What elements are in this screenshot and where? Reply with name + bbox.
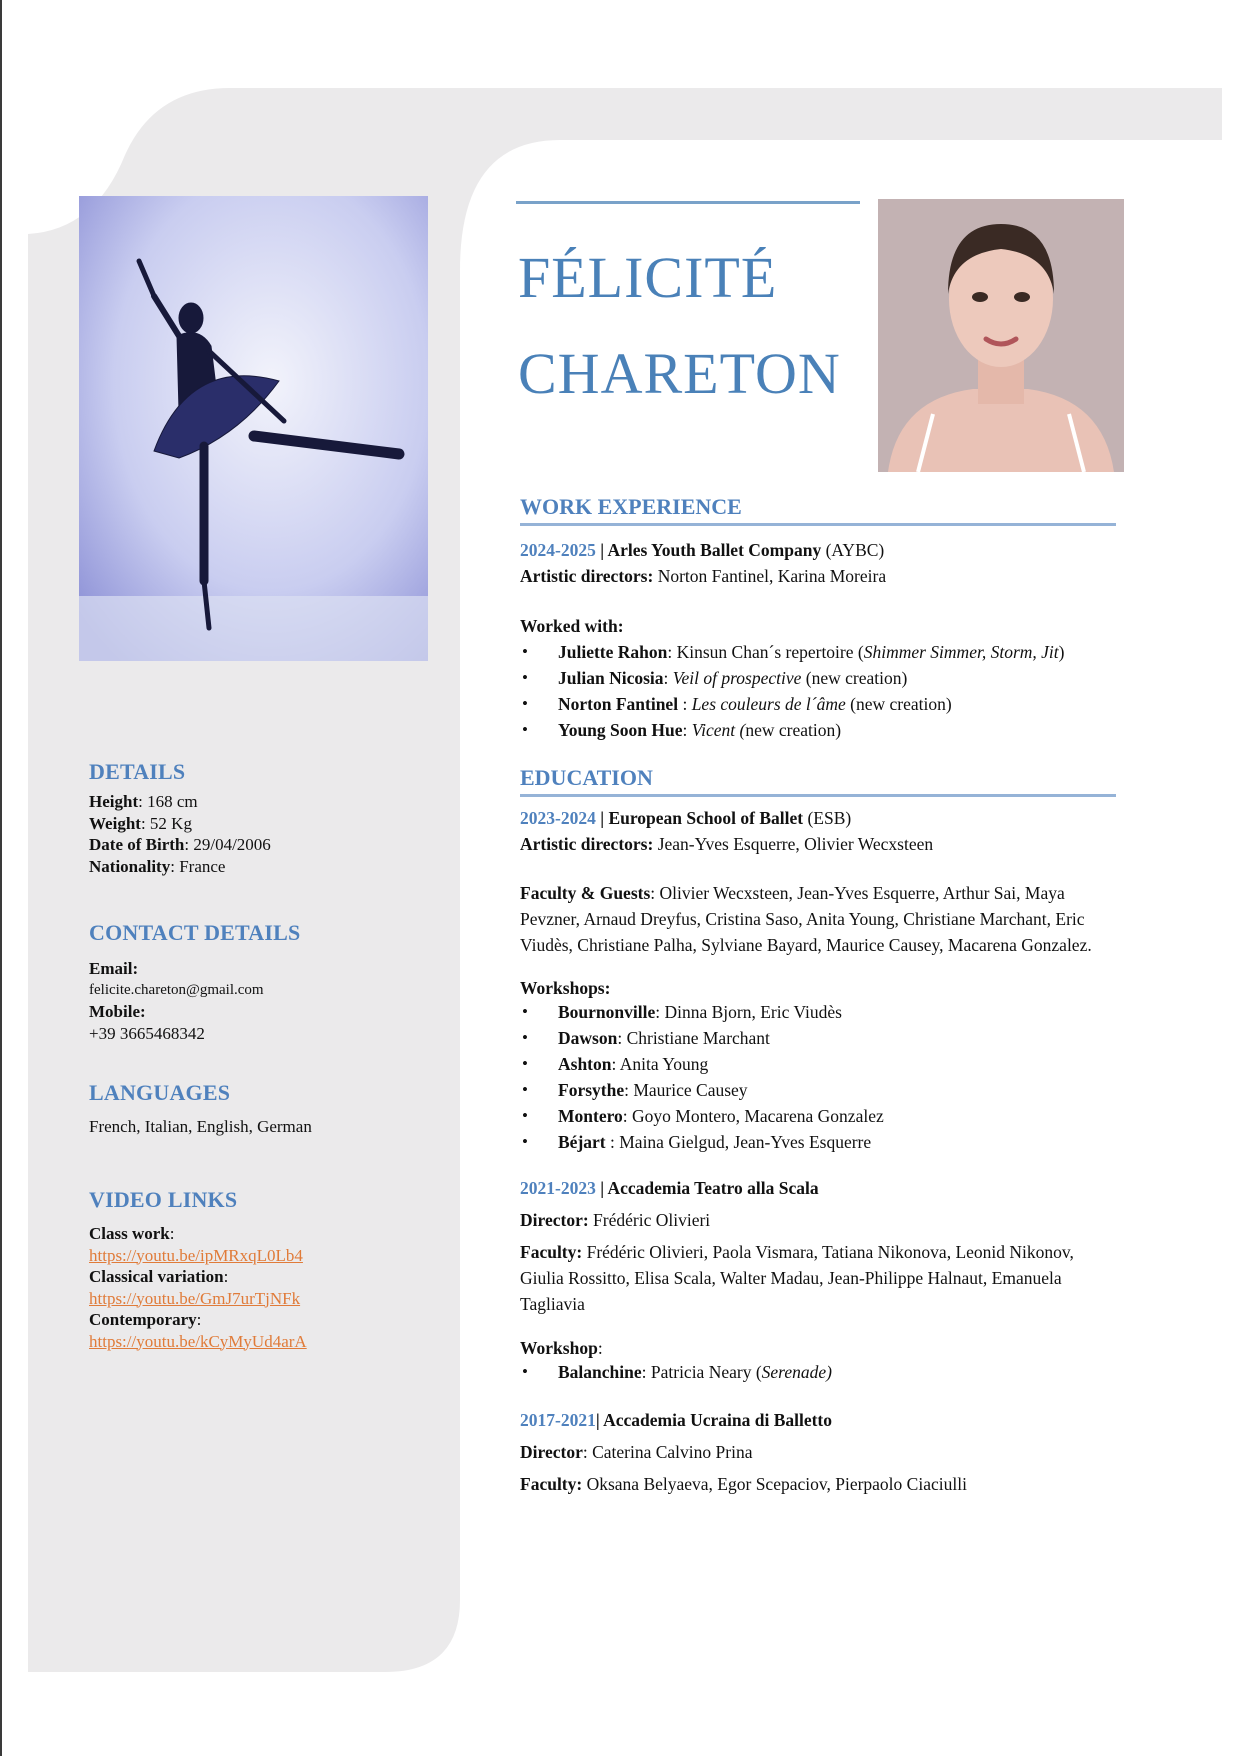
scala-workshop-label: Workshop: bbox=[520, 1338, 603, 1358]
list-item: • Dawson: Christiane Marchant bbox=[520, 1025, 1116, 1051]
education-section bbox=[520, 765, 1116, 1497]
first-name: FÉLICITÉ bbox=[518, 245, 778, 310]
contemporary-link[interactable]: https://youtu.be/kCyMyUd4arA bbox=[89, 1331, 307, 1351]
list-item: • Young Soon Hue: Vicent (new creation) bbox=[520, 717, 1116, 743]
last-name: CHARETON bbox=[518, 341, 841, 406]
work-experience-section bbox=[520, 494, 1116, 743]
worked-with-label: Worked with: bbox=[520, 616, 624, 636]
worked-with-list bbox=[520, 639, 1116, 743]
mobile-value: +39 3665468342 bbox=[89, 1023, 205, 1043]
classical-variation-link[interactable]: https://youtu.be/GmJ7urTjNFk bbox=[89, 1288, 301, 1308]
classical-variation-label: Classical variation bbox=[89, 1267, 224, 1286]
education-rule bbox=[520, 794, 1116, 797]
name-top-rule bbox=[516, 201, 860, 204]
list-item: • Balanchine: Patricia Neary (Serenade) bbox=[520, 1359, 1116, 1385]
esb-faculty: Faculty & Guests: Olivier Wecxsteen, Jean-Yves Esquerre, Arthur Sai, Maya Pevzner, Arnaud Dreyfus, Cristina Saso, Anita Young, Christiane Marchant, Eric Viudès, Christiane Palha, Sylviane Bayard, Maurice Causey, Macarena Gonzalez. bbox=[520, 883, 1092, 955]
dob-line: Date of Birth: 29/04/2006 bbox=[89, 835, 271, 854]
video-links-title: VIDEO LINKS bbox=[89, 1187, 238, 1212]
list-item: • Montero: Goyo Montero, Macarena Gonzalez bbox=[520, 1103, 1116, 1129]
languages-title: LANGUAGES bbox=[89, 1080, 231, 1105]
nationality-line: Nationality: France bbox=[89, 856, 226, 876]
work-experience-title: WORK EXPERIENCE bbox=[520, 494, 742, 519]
dancer-photo bbox=[79, 196, 428, 661]
ucraina-director: Director: Caterina Calvino Prina bbox=[520, 1442, 753, 1462]
details-section bbox=[89, 759, 419, 877]
list-item: • Forsythe: Maurice Causey bbox=[520, 1077, 1116, 1103]
details-title: DETAILS bbox=[89, 759, 186, 784]
scala-heading: 2021-2023 | Accademia Teatro alla Scala bbox=[520, 1178, 819, 1198]
class-work-label: Class work bbox=[89, 1224, 170, 1243]
languages-value: French, Italian, English, German bbox=[89, 1117, 312, 1136]
ucraina-heading: 2017-2021| Accademia Ucraina di Balletto bbox=[520, 1410, 833, 1430]
esb-workshops-label: Workshops: bbox=[520, 978, 611, 998]
work-experience-rule bbox=[520, 523, 1116, 526]
scala-workshop-list bbox=[520, 1359, 1116, 1385]
work-directors: Artistic directors: Norton Fantinel, Karina Moreira bbox=[520, 566, 887, 586]
mobile-label: Mobile: bbox=[89, 1002, 146, 1021]
list-item: • Julian Nicosia: Veil of prospective (new creation) bbox=[520, 665, 1116, 691]
scala-faculty: Faculty: Frédéric Olivieri, Paola Vismara, Tatiana Nikonova, Leonid Nikonov, Giulia Rossitto, Elisa Scala, Walter Madau, Jean-Philippe Halnaut, Emanuela Tagliavia bbox=[520, 1242, 1074, 1314]
list-item: • Ashton: Anita Young bbox=[520, 1051, 1116, 1077]
contact-title: CONTACT DETAILS bbox=[89, 920, 301, 945]
contact-section bbox=[89, 920, 419, 1044]
education-title: EDUCATION bbox=[520, 765, 653, 790]
list-item: • Juliette Rahon: Kinsun Chan´s repertoire (Shimmer Simmer, Storm, Jit) bbox=[520, 639, 1116, 665]
email-value[interactable]: felicite.chareton@gmail.com bbox=[89, 981, 264, 998]
weight-line: Weight: 52 Kg bbox=[89, 813, 192, 833]
height-line: Height: 168 cm bbox=[89, 792, 198, 811]
list-item: • Bournonville: Dinna Bjorn, Eric Viudès bbox=[520, 999, 1116, 1025]
scala-director: Director: Frédéric Olivieri bbox=[520, 1210, 711, 1230]
work-entry-heading: 2024-2025 | Arles Youth Ballet Company (AYBC) bbox=[520, 540, 885, 560]
contemporary-label: Contemporary bbox=[89, 1310, 197, 1329]
list-item: • Norton Fantinel : Les couleurs de l´âme (new creation) bbox=[520, 691, 1116, 717]
esb-directors: Artistic directors: Jean-Yves Esquerre, Olivier Wecxsteen bbox=[520, 834, 934, 854]
esb-heading: 2023-2024 | European School of Ballet (ESB) bbox=[520, 808, 852, 828]
candidate-name bbox=[518, 230, 841, 422]
video-links-section: VIDEO LINKS Class work: https://youtu.be/ipMRxqL0Lb4 Classical variation: https://youtu.be/GmJ7urTjNFk Contemporary: https://youtu.be/kCyMyUd4arA bbox=[89, 1187, 419, 1352]
languages-section bbox=[89, 1080, 419, 1138]
esb-workshops-list bbox=[520, 999, 1116, 1155]
ucraina-faculty: Faculty: Oksana Belyaeva, Egor Scepaciov, Pierpaolo Ciaciulli bbox=[520, 1474, 967, 1494]
portrait-photo bbox=[878, 199, 1124, 472]
email-label: Email: bbox=[89, 959, 139, 978]
list-item: • Béjart : Maina Gielgud, Jean-Yves Esquerre bbox=[520, 1129, 1116, 1155]
class-work-link[interactable]: https://youtu.be/ipMRxqL0Lb4 bbox=[89, 1245, 303, 1265]
